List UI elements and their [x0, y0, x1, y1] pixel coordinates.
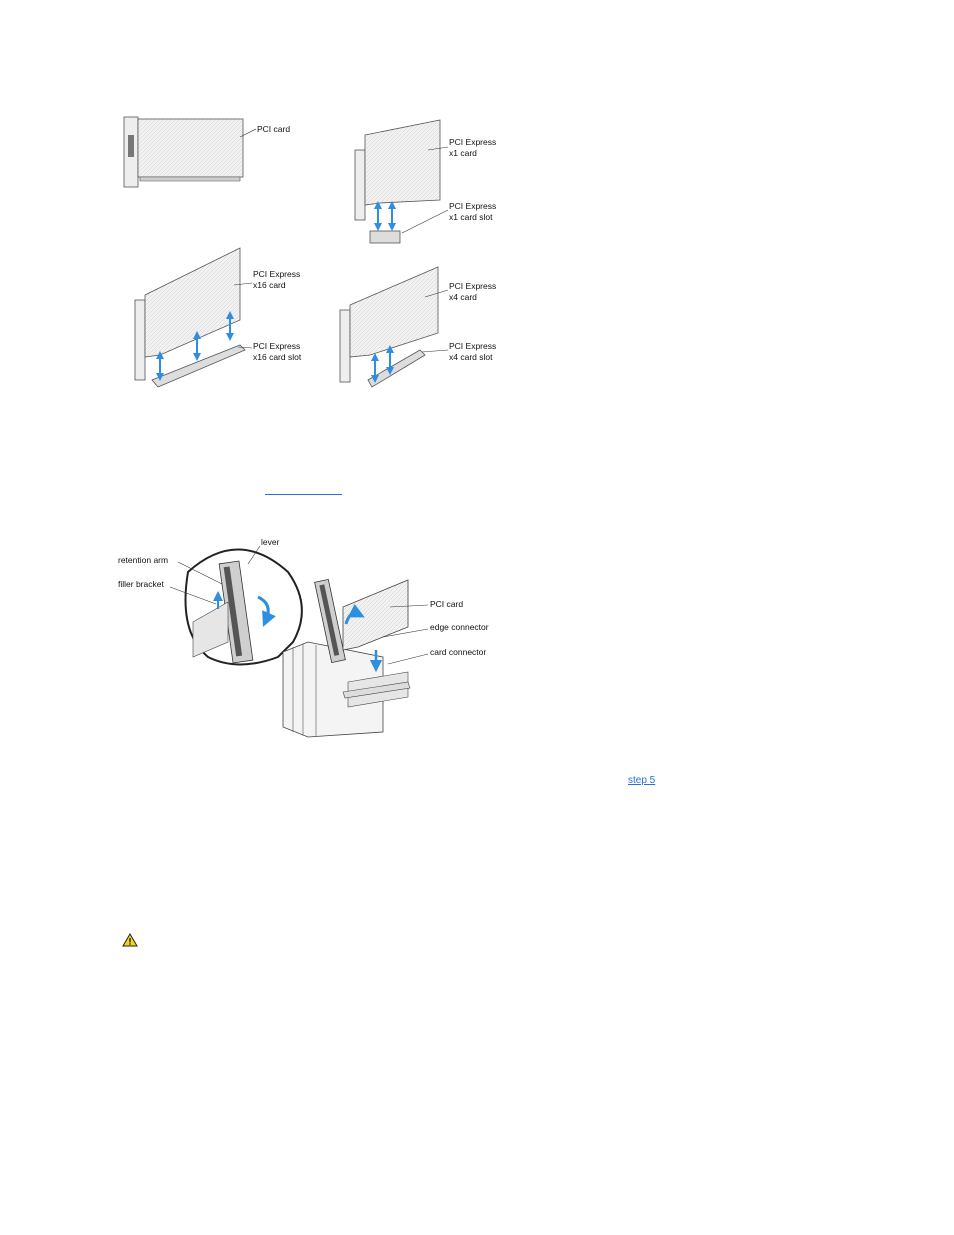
step-5-link[interactable]: step 5 [628, 775, 656, 786]
label-filler-bracket: filler bracket [118, 579, 164, 589]
label-x4-slot-line1: PCI Express [449, 341, 497, 351]
label-pci-card: PCI card [257, 124, 291, 134]
label-x16-slot-line2: x16 card slot [253, 352, 302, 362]
label-x16-card-line1: PCI Express [253, 269, 301, 279]
label-x1-card-line1: PCI Express [449, 137, 497, 147]
pcie-x16-card-drawing [135, 248, 245, 387]
card-types-figure [110, 105, 510, 405]
label-x16-slot-line1: PCI Express [253, 341, 301, 351]
label-lever: lever [261, 537, 280, 547]
label-x1-slot-line1: PCI Express [449, 201, 497, 211]
label-x1-card-line2: x1 card [449, 148, 477, 158]
label-x1-slot-line2: x1 card slot [449, 212, 493, 222]
label-x4-slot-line2: x4 card slot [449, 352, 493, 362]
label-x4-card-line2: x4 card [449, 292, 477, 302]
label-pci-card-2: PCI card [430, 599, 464, 609]
label-retention-arm: retention arm [118, 555, 169, 565]
label-edge-connector: edge connector [430, 622, 489, 632]
magnified-inset [186, 550, 302, 665]
link-underline[interactable] [265, 494, 342, 495]
label-card-connector: card connector [430, 647, 487, 657]
pcie-x1-card-drawing [355, 120, 440, 243]
caution-triangle-icon [122, 933, 138, 947]
retention-arm-figure [118, 532, 503, 742]
chassis-assembly [283, 642, 410, 737]
label-x4-card-line1: PCI Express [449, 281, 497, 291]
label-x16-card-line2: x16 card [253, 280, 286, 290]
pci-card-drawing [124, 117, 243, 187]
